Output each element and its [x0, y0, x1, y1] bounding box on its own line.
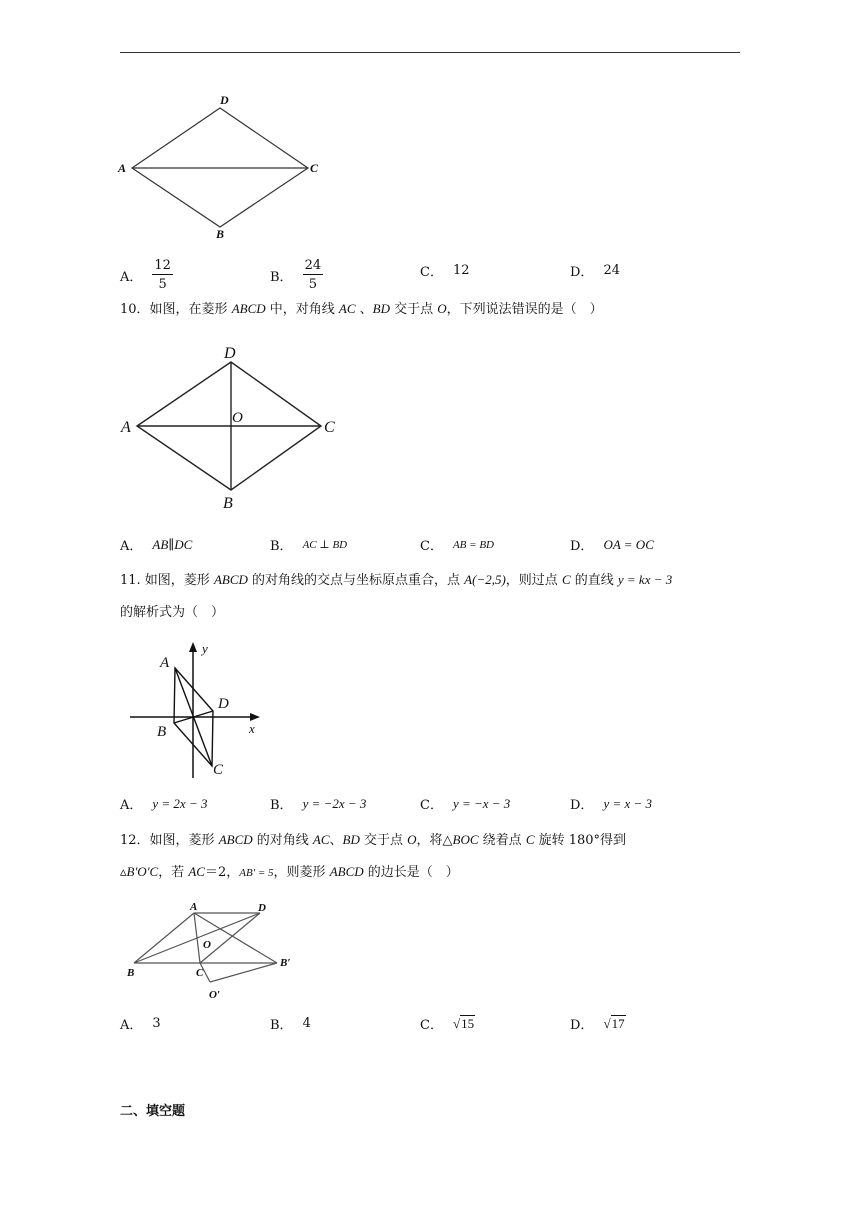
- q11-stem: 11. 如图，菱形 ABCD 的对角线的交点与坐标原点重合，点 A(−2,5)，则过点 C 的直线 y = kx − 3: [120, 572, 673, 588]
- q12-label-a: A: [190, 901, 198, 913]
- header-rule: [120, 52, 740, 53]
- q10-label-b: B: [223, 495, 233, 512]
- q10-label-c: C: [324, 419, 335, 436]
- q9-label-c: C: [310, 161, 319, 175]
- q10-option-b[interactable]: B． AC ⊥ BD: [270, 539, 348, 554]
- q12-option-c[interactable]: C． √15: [420, 1015, 475, 1033]
- q11-label-x: x: [249, 721, 255, 736]
- q10-label-o: O: [232, 410, 243, 426]
- q10-options: [120, 535, 740, 557]
- q11-options: [120, 794, 740, 816]
- q12-label-o-prime: O′: [209, 989, 221, 1001]
- q12-rotation-figure: [122, 898, 307, 1003]
- sqrt-icon: √17: [603, 1015, 625, 1031]
- q11-option-a[interactable]: A． y = 2x − 3: [120, 795, 208, 813]
- q9-rhombus-figure: [110, 90, 330, 245]
- q9-option-a[interactable]: A． $\frac{12}{5}$: [120, 258, 171, 292]
- fraction: $\frac{12}{5}$: [154, 258, 171, 292]
- q11-option-b[interactable]: B． y = −2x − 3: [270, 795, 367, 813]
- section-title: 二、填空题: [120, 1104, 186, 1119]
- q11-coordinate-figure: [125, 638, 270, 783]
- q10-stem: 10．如图，在菱形 ABCD 中，对角线 AC 、BD 交于点 O，下列说法错误的是（ ）: [120, 301, 603, 317]
- q11-label-a: A: [160, 655, 170, 671]
- q10-option-c[interactable]: C． AB = BD: [420, 538, 494, 554]
- q12-stem-line2: ▵B′O′C，若 AC＝2，AB′ = 5，则菱形 ABCD 的边长是（ ）: [120, 864, 459, 880]
- q10-option-a[interactable]: A． AB∥DC: [120, 536, 193, 554]
- q9-label-a: A: [118, 161, 127, 175]
- q9-label-d: D: [220, 93, 229, 107]
- q11-option-c[interactable]: C． y = −x − 3: [420, 795, 511, 813]
- q12-options: [120, 1014, 740, 1036]
- y-axis-arrow-icon: [189, 642, 197, 652]
- q11-label-c: C: [213, 762, 224, 778]
- q10-rhombus-figure: [115, 340, 350, 515]
- q12-stem: 12．如图，菱形 ABCD 的对角线 AC、BD 交于点 O，将△BOC 绕着点 C 旋转 180°得到: [120, 832, 627, 848]
- q12-option-b[interactable]: B． 4: [270, 1016, 311, 1033]
- q9-options: [120, 258, 740, 292]
- q11-stem-line2: 的解析式为（ ）: [120, 605, 225, 620]
- fraction: $\frac{24}{5}$: [304, 258, 322, 292]
- q9-label-b: B: [216, 227, 225, 241]
- q9-option-b[interactable]: B． $\frac{24}{5}$: [270, 258, 322, 292]
- q11-label-d: D: [218, 696, 229, 712]
- q10-label-d: D: [224, 345, 236, 362]
- q9-option-d[interactable]: D． 24: [570, 263, 620, 280]
- q10-label-a: A: [121, 419, 131, 436]
- q12-label-b: B: [127, 967, 135, 979]
- q12-label-o: O: [203, 939, 211, 951]
- q9-option-c[interactable]: C． 12: [420, 263, 470, 280]
- q12-label-b-prime: B′: [280, 957, 291, 969]
- q11-label-b: B: [157, 724, 167, 740]
- q12-label-d: D: [258, 902, 266, 914]
- q12-option-a[interactable]: A． 3: [120, 1016, 161, 1033]
- q10-option-d[interactable]: D． OA = OC: [570, 536, 654, 554]
- x-axis-arrow-icon: [250, 713, 260, 721]
- sqrt-icon: √15: [452, 1015, 475, 1031]
- q11-label-y: y: [202, 641, 208, 656]
- q11-option-d[interactable]: D． y = x − 3: [570, 795, 653, 813]
- q12-option-d[interactable]: D． √17: [570, 1015, 625, 1033]
- q12-label-c: C: [196, 967, 204, 979]
